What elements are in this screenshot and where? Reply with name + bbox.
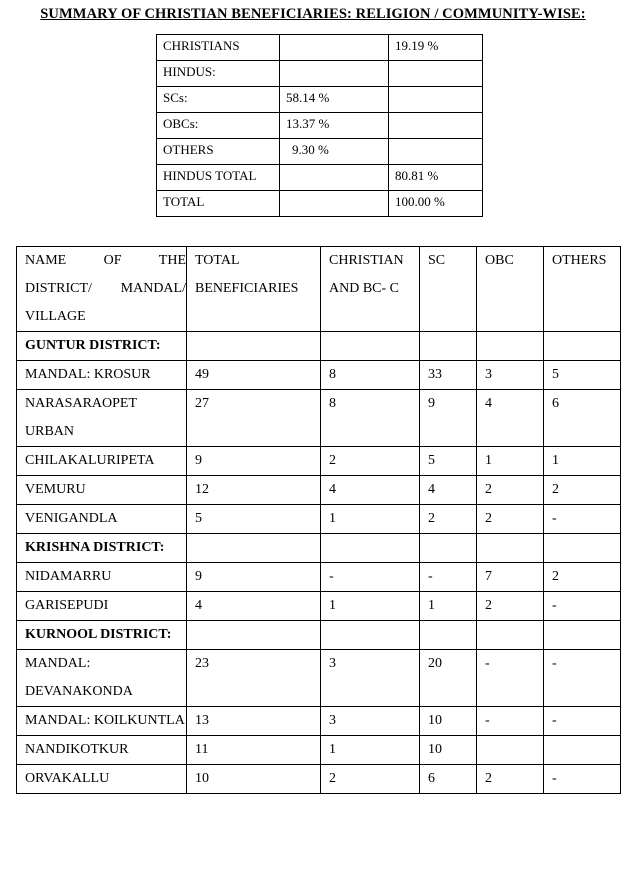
value-cell [544,534,621,563]
value-cell: - [321,563,420,592]
value-cell [420,621,477,650]
name-cell: NANDIKOTKUR [17,736,187,765]
summary-cell [280,61,389,87]
summary-cell: 19.19 % [389,35,483,61]
header-cell: OTHERS [544,247,621,332]
name-cell: VENIGANDLA [17,505,187,534]
value-cell [477,332,544,361]
value-cell [187,332,321,361]
name-cell: NIDAMARRU [17,563,187,592]
value-cell: 8 [321,390,420,447]
value-cell: 1 [420,592,477,621]
value-cell: - [544,592,621,621]
value-cell: 3 [321,650,420,707]
value-cell: 10 [420,736,477,765]
value-cell: 2 [477,505,544,534]
value-cell: 2 [477,765,544,794]
value-cell: 4 [321,476,420,505]
name-cell: CHILAKALURIPETA [17,447,187,476]
summary-cell [280,35,389,61]
value-cell: 12 [187,476,321,505]
name-cell: NARASARAOPET URBAN [17,390,187,447]
value-cell: 7 [477,563,544,592]
summary-cell: 13.37 % [280,113,389,139]
value-cell: 33 [420,361,477,390]
value-cell: 2 [321,447,420,476]
value-cell: 11 [187,736,321,765]
value-cell [544,621,621,650]
summary-cell: OTHERS [157,139,280,165]
table-row [17,390,621,447]
value-cell: - [544,707,621,736]
value-cell: 27 [187,390,321,447]
table-row [17,650,621,707]
value-cell [544,332,621,361]
beneficiaries-table [16,246,621,794]
table-row [17,447,621,476]
summary-cell [389,61,483,87]
name-cell: VEMURU [17,476,187,505]
table-row [17,765,621,794]
summary-row [157,87,483,113]
summary-row [157,35,483,61]
table-row [17,505,621,534]
summary-cell: OBCs: [157,113,280,139]
name-cell: KRISHNA DISTRICT: [17,534,187,563]
summary-row [157,61,483,87]
value-cell: 6 [544,390,621,447]
name-cell: MANDAL: KROSUR [17,361,187,390]
value-cell: 1 [477,447,544,476]
district-row [17,534,621,563]
header-cell: CHRISTIAN AND BC- C [321,247,420,332]
summary-cell [280,165,389,191]
table-row [17,563,621,592]
value-cell [477,621,544,650]
value-cell: 3 [477,361,544,390]
value-cell: 4 [187,592,321,621]
value-cell: 13 [187,707,321,736]
header-cell: TOTAL BENEFICIARIES [187,247,321,332]
value-cell: 9 [187,447,321,476]
header-cell: NAME OF THE DISTRICT/ MANDAL/ VILLAGE [17,247,187,332]
summary-cell: 100.00 % [389,191,483,217]
summary-cell: CHRISTIANS [157,35,280,61]
name-cell: GARISEPUDI [17,592,187,621]
value-cell: 9 [187,563,321,592]
value-cell [321,332,420,361]
summary-cell [389,113,483,139]
district-row [17,621,621,650]
summary-cell [389,87,483,113]
header-row [17,247,621,332]
value-cell: 10 [420,707,477,736]
value-cell: 6 [420,765,477,794]
value-cell: - [477,707,544,736]
value-cell [477,534,544,563]
table-row [17,476,621,505]
summary-row [157,139,483,165]
summary-cell: HINDUS TOTAL [157,165,280,191]
value-cell [544,736,621,765]
name-cell: MANDAL: KOILKUNTLA [17,707,187,736]
name-cell: GUNTUR DISTRICT: [17,332,187,361]
value-cell: - [477,650,544,707]
value-cell: 8 [321,361,420,390]
value-cell: 23 [187,650,321,707]
value-cell: 2 [477,592,544,621]
summary-cell: HINDUS: [157,61,280,87]
summary-cell: 58.14 % [280,87,389,113]
value-cell: - [420,563,477,592]
value-cell: 2 [477,476,544,505]
summary-cell: 80.81 % [389,165,483,191]
value-cell: 1 [321,736,420,765]
value-cell [477,736,544,765]
value-cell [321,534,420,563]
value-cell: - [544,505,621,534]
value-cell: 5 [187,505,321,534]
summary-row [157,165,483,191]
value-cell: 4 [420,476,477,505]
name-cell: MANDAL: DEVANAKONDA [17,650,187,707]
value-cell: 5 [420,447,477,476]
value-cell [420,534,477,563]
value-cell: 5 [544,361,621,390]
header-cell: OBC [477,247,544,332]
value-cell: 1 [544,447,621,476]
table-row [17,736,621,765]
summary-row [157,191,483,217]
value-cell: 4 [477,390,544,447]
value-cell: 2 [321,765,420,794]
summary-cell: SCs: [157,87,280,113]
district-row [17,332,621,361]
value-cell: 2 [544,476,621,505]
value-cell [187,534,321,563]
summary-table [156,34,483,217]
value-cell [321,621,420,650]
value-cell: 1 [321,505,420,534]
value-cell [420,332,477,361]
summary-cell: TOTAL [157,191,280,217]
name-cell: KURNOOL DISTRICT: [17,621,187,650]
value-cell: 10 [187,765,321,794]
summary-cell: 9.30 % [280,139,389,165]
value-cell: 49 [187,361,321,390]
value-cell: 3 [321,707,420,736]
value-cell: 9 [420,390,477,447]
value-cell [187,621,321,650]
table-row [17,361,621,390]
summary-row [157,113,483,139]
value-cell: 2 [420,505,477,534]
table-row [17,592,621,621]
value-cell: 20 [420,650,477,707]
name-cell: ORVAKALLU [17,765,187,794]
value-cell: 2 [544,563,621,592]
summary-cell [280,191,389,217]
summary-cell [389,139,483,165]
value-cell: - [544,650,621,707]
value-cell: 1 [321,592,420,621]
table-row [17,707,621,736]
value-cell: - [544,765,621,794]
page-title: SUMMARY OF CHRISTIAN BENEFICIARIES: RELIGION / COMMUNITY-WISE: [40,6,586,22]
header-cell: SC [420,247,477,332]
